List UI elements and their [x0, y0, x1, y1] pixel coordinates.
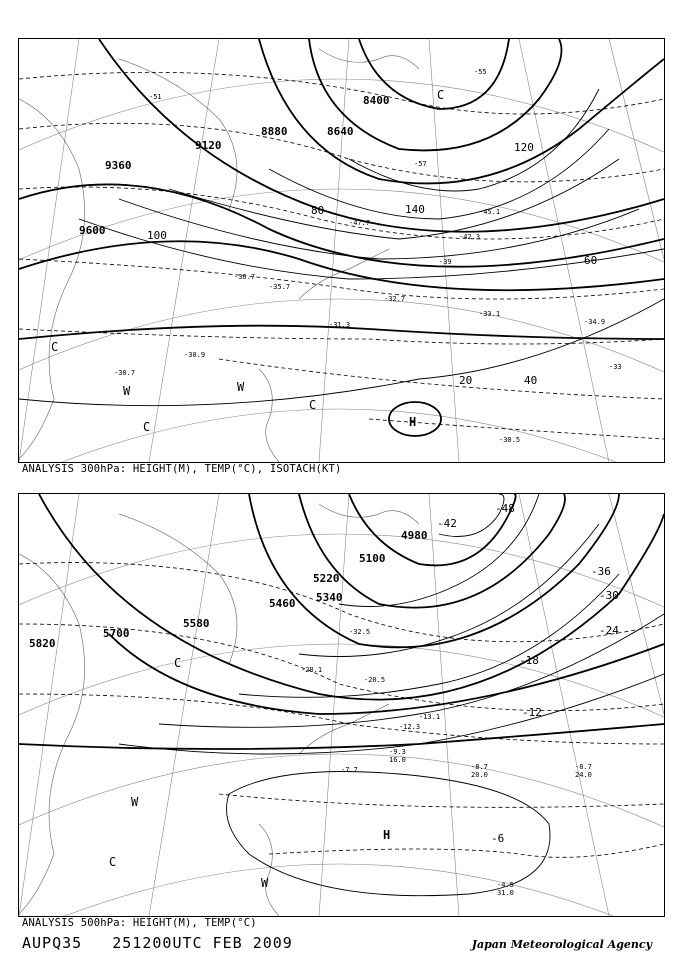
temp-label: -33	[609, 363, 622, 371]
temp-label: -30.7	[114, 369, 136, 377]
isotach-label-80: 80	[311, 204, 325, 217]
station-value: -13.1	[419, 713, 441, 721]
temp-contour-label: -48	[495, 502, 515, 515]
valid-time: 251200UTC FEB 2009	[112, 934, 293, 952]
cold-label: C	[51, 340, 59, 354]
temp-label: -30.9	[184, 351, 206, 359]
temp-label: -34.9	[584, 318, 606, 326]
temp-label: -47.7	[349, 219, 371, 227]
temp-contours-500	[119, 494, 664, 896]
station-value: 16.0	[389, 756, 406, 764]
isotach-label-100: 100	[147, 229, 167, 242]
graticule-500	[19, 494, 664, 916]
temp-contour-label: -42	[437, 517, 457, 530]
station-value: -7.7	[341, 766, 358, 774]
station-value: -8.7	[471, 763, 488, 771]
isotach-label-20: 20	[459, 374, 473, 387]
temp-label: -39	[439, 258, 452, 266]
height-label-9600: 9600	[79, 224, 106, 237]
temp-label: -31.3	[329, 321, 351, 329]
chart-identifier	[22, 934, 293, 952]
height-label-5820: 5820	[29, 637, 56, 650]
isotach-labels-300	[147, 141, 597, 387]
temp-contour-label: -12	[522, 706, 542, 719]
station-value: -32.5	[349, 628, 371, 636]
warm-label: W	[237, 380, 245, 394]
caption-300hpa: ANALYSIS 300hPa: HEIGHT(M), TEMP(°C), ISOTACH(KT)	[22, 463, 342, 475]
temp-label: -55	[474, 68, 487, 76]
high-pressure-label: H	[383, 828, 391, 842]
temp-labels-300	[114, 68, 622, 444]
height-label-9120: 9120	[195, 139, 222, 152]
isotherms-500	[19, 563, 664, 858]
height-label-5580: 5580	[183, 617, 210, 630]
isotach-label-120: 120	[514, 141, 534, 154]
chart-500hpa-map	[19, 494, 664, 916]
temp-contour-label: -18	[519, 654, 539, 667]
agency-name: Japan Meteorological Agency	[471, 938, 652, 951]
temp-contour-label: -36	[591, 565, 611, 578]
caption-500hpa: ANALYSIS 500hPa: HEIGHT(M), TEMP(°C)	[22, 917, 257, 929]
cold-label: C	[309, 398, 317, 412]
temp-contour-label: -24	[599, 624, 619, 637]
station-value: -20.5	[364, 676, 386, 684]
high-pressure-label: H	[409, 415, 417, 429]
product-code: AUPQ35	[22, 934, 83, 952]
temp-contour-labels-500	[437, 502, 619, 845]
coastline-500	[19, 504, 419, 916]
temp-label: -36.7	[234, 273, 256, 281]
temp-label: -33.1	[479, 310, 501, 318]
station-value: -8.7	[575, 763, 592, 771]
height-label-5220: 5220	[313, 572, 340, 585]
height-contours-500	[19, 494, 664, 749]
height-label-5100: 5100	[359, 552, 386, 565]
station-values-500	[301, 628, 592, 897]
height-label-5460: 5460	[269, 597, 296, 610]
chart-500hpa	[18, 493, 665, 917]
graticule-300	[19, 39, 664, 462]
height-label-9360: 9360	[105, 159, 132, 172]
temp-label: -42.3	[459, 233, 481, 241]
height-label-8400: 8400	[363, 94, 390, 107]
station-value: -4.5	[497, 881, 514, 889]
chart-300hpa	[18, 38, 665, 463]
temp-label: -51	[149, 93, 162, 101]
station-value: -9.3	[389, 748, 406, 756]
station-value: 31.0	[497, 889, 514, 897]
cold-label: C	[109, 855, 117, 869]
coastline-300	[19, 49, 419, 462]
warm-label: W	[261, 876, 269, 890]
cold-label: C	[143, 420, 151, 434]
height-label-8880: 8880	[261, 125, 288, 138]
height-label-4980: 4980	[401, 529, 428, 542]
height-label-5700: 5700	[103, 627, 130, 640]
warm-label: W	[123, 384, 131, 398]
system-labels-300	[51, 88, 444, 434]
warm-label: W	[131, 795, 139, 809]
temp-label: -30.5	[499, 436, 521, 444]
isotach-label-40: 40	[524, 374, 538, 387]
temp-label: -32.7	[384, 295, 406, 303]
station-value: -12.3	[399, 723, 421, 731]
station-value: 24.0	[575, 771, 592, 779]
height-label-8640: 8640	[327, 125, 354, 138]
temp-contour-label: -30	[599, 589, 619, 602]
temp-label: -35.7	[269, 283, 291, 291]
temp-label: -57	[414, 160, 427, 168]
temp-label: -45.1	[479, 208, 501, 216]
isotach-label-60: 60	[584, 254, 598, 267]
chart-300hpa-map	[19, 39, 664, 462]
isotach-label-140: 140	[405, 203, 425, 216]
station-value: 20.0	[471, 771, 488, 779]
height-label-5340: 5340	[316, 591, 343, 604]
temp-contour-label: -6	[491, 832, 505, 845]
cold-label: C	[174, 656, 182, 670]
station-value: -28.1	[301, 666, 323, 674]
cold-label: C	[437, 88, 445, 102]
